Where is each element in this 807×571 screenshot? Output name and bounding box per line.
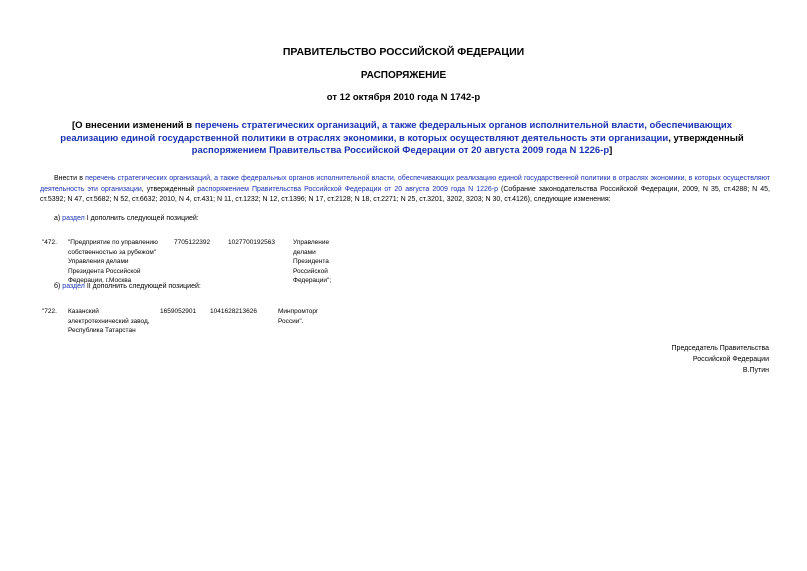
body-link-list[interactable]: перечень стратегических организаций, а также федеральных органов исполнительной власти, обеспечивающих реализацию единой государственной политики в отраслях экономики, в которых осуществляют деятельность эти организации bbox=[40, 175, 770, 193]
body-link-order[interactable]: распоряжением Правительства Российской Федерации от 20 августа 2009 года N 1226-р bbox=[197, 185, 498, 193]
body-start: Внести в bbox=[54, 175, 86, 182]
signature-line1: Председатель Правительства bbox=[671, 345, 769, 352]
doc-date: от 12 октября 2010 года N 1742-р bbox=[326, 92, 481, 103]
subject-open: [О внесении изменений в bbox=[72, 120, 195, 131]
row-a-ogrn: 1027700192563 bbox=[228, 239, 275, 246]
row-a-authority: Управление делами Президента Российской Федерации"; bbox=[293, 239, 332, 284]
subject-link-list[interactable]: перечень стратегических организаций, а также федеральных органов исполнительной власти, обеспечивающих реализацию единой государственной политики в отраслях экономики, в которых осуществляют деятельность эти организации bbox=[60, 120, 732, 144]
item-a-prefix: а) bbox=[54, 215, 63, 222]
row-b-inn: 1659052901 bbox=[160, 308, 197, 315]
row-b-ogrn: 1041628213626 bbox=[210, 308, 257, 315]
row-a-num: "472. bbox=[42, 239, 57, 246]
row-b-name: Казанский электротехнический завод, Республика Татарстан bbox=[68, 308, 150, 334]
item-a-link[interactable]: раздел bbox=[62, 215, 85, 222]
item-b-prefix: б) bbox=[54, 283, 63, 290]
doc-type: РАСПОРЯЖЕНИЕ bbox=[360, 70, 447, 81]
item-a-suffix: I дополнить следующей позицией: bbox=[84, 215, 199, 222]
signature-block bbox=[672, 343, 769, 376]
body-paragraph bbox=[40, 174, 770, 206]
body-mid: , утвержденный bbox=[141, 185, 198, 193]
doc-subject bbox=[44, 120, 760, 158]
row-a-inn: 7705122392 bbox=[174, 239, 211, 246]
subject-link-order[interactable]: распоряжением Правительства Российской Федерации от 20 августа 2009 года N 1226-р bbox=[191, 145, 610, 156]
row-b-num: "722. bbox=[42, 308, 57, 315]
signature-line2: Российской Федерации bbox=[692, 356, 769, 363]
item-a bbox=[54, 214, 199, 224]
row-a-name: "Предприятие по управлению собственностью за рубежом" Управления делами Президента Российской Федерации, г.Москва bbox=[68, 239, 158, 284]
subject-close: ] bbox=[609, 145, 613, 156]
subject-mid: , утвержденный bbox=[668, 132, 744, 144]
org-title: ПРАВИТЕЛЬСТВО РОССИЙСКОЙ ФЕДЕРАЦИИ bbox=[282, 46, 525, 58]
item-b bbox=[54, 282, 201, 292]
signature-name: В.Путин bbox=[742, 367, 769, 374]
row-b-authority: Минпромторг России". bbox=[278, 308, 319, 325]
item-b-link[interactable]: раздел bbox=[62, 283, 85, 290]
body-end: (Собрание законодательства Российской Федерации, 2009, N 35, ст.4288; N 45, ст.5392; N 47, ст.5682; N 52, ст.6632; 2010, N 4, ст.431; N 11, ст.1232; N 12, ст.1396; N 17, ст.2128; N 18, ст.2271; N 25, ст.3201, 3202, 3203; N 30, ст.4126), следующие изменения: bbox=[40, 185, 770, 203]
item-b-suffix: II дополнить следующей позицией: bbox=[84, 283, 201, 290]
